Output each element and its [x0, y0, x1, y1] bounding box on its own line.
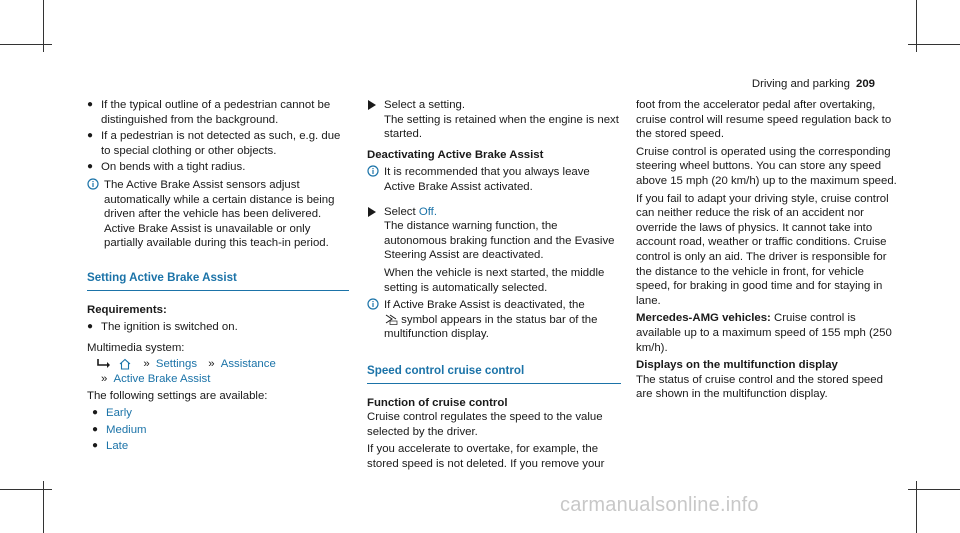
- option-medium[interactable]: ● Medium: [92, 423, 147, 436]
- chevron-right-icon: »: [143, 358, 150, 371]
- crop-mark: [0, 44, 52, 45]
- section-heading: Setting Active Brake Assist: [87, 271, 349, 291]
- multimedia-label: Multimedia system:: [87, 341, 185, 354]
- column-middle: [367, 98, 621, 474]
- step-arrow-icon: [368, 100, 376, 110]
- paragraph: If you fail to adapt your driving style, cruise control can neither reduce the risk of an accident nor override the laws of physics. It cannot take into account road, weather or traffic conditions. Cruise control is only an aid. The driver is responsible for the distance to the vehicle in front, for vehicle speed, for braking in good time and for staying in lane.: [636, 192, 889, 307]
- menu-item-assistance[interactable]: Assistance: [220, 358, 276, 371]
- function-text: Cruise control regulates the speed to the value selected by the driver.: [367, 411, 603, 438]
- menu-path: [87, 357, 349, 372]
- step-select-setting: Select a setting. The setting is retained when the engine is next started.: [367, 98, 621, 142]
- section-heading: Speed control cruise control: [367, 364, 621, 384]
- option-early[interactable]: ● Early: [92, 407, 132, 420]
- menu-path-continued: [87, 372, 349, 387]
- settings-intro: The following settings are available:: [87, 389, 268, 402]
- displays-text: The status of cruise control and the stored speed are shown in the multifunction display.: [636, 373, 883, 401]
- crop-mark: [916, 0, 917, 52]
- deactivating-heading: Deactivating Active Brake Assist: [367, 148, 544, 161]
- info-note: The Active Brake Assist sensors adjust automatically while a certain distance is being driven after the vehicle has been delivered. Active Brake Assist is unavailable or only partially available during this teach-in period.: [87, 178, 349, 251]
- return-arrow-icon: [97, 359, 111, 369]
- chevron-right-icon: »: [208, 358, 215, 371]
- section-title: Driving and parking: [751, 78, 850, 90]
- option-late[interactable]: ● Late: [92, 440, 129, 453]
- requirements-label: Requirements:: [87, 303, 167, 316]
- column-right: [636, 98, 898, 405]
- amg-paragraph: Mercedes-AMG vehicles: Cruise control is available up to a maximum speed of 155 mph (250 km/h).: [636, 312, 892, 354]
- function-text-2: If you accelerate to overtake, for example, the stored speed is not deleted. If you remove your: [367, 443, 605, 470]
- info-icon: [367, 165, 379, 177]
- column-left: [87, 98, 349, 456]
- page-number: 209: [855, 78, 875, 90]
- paragraph: foot from the accelerator pedal after overtaking, cruise control will resume speed regulation back to the stored speed.: [636, 99, 892, 141]
- menu-item-settings[interactable]: Settings: [155, 358, 198, 371]
- chevron-right-icon: »: [101, 372, 108, 385]
- list-item: ● If the typical outline of a pedestrian cannot be distinguished from the background.: [87, 99, 331, 126]
- step-arrow-icon: [368, 207, 376, 217]
- menu-item-active-brake-assist[interactable]: Active Brake Assist: [113, 372, 211, 385]
- displays-heading: Displays on the multifunction display: [636, 359, 838, 372]
- crop-mark: [0, 489, 52, 490]
- info-icon: [87, 178, 99, 190]
- info-icon: [367, 298, 379, 310]
- list-item: ● The ignition is switched on.: [87, 321, 238, 334]
- function-heading: Function of cruise control: [367, 396, 508, 409]
- home-icon: [118, 358, 132, 370]
- info-note: It is recommended that you always leave Active Brake Assist activated.: [367, 165, 621, 194]
- brake-assist-off-icon: [384, 313, 398, 325]
- list-item: ● If a pedestrian is not detected as such, e.g. due to special clothing or other objects.: [87, 130, 341, 157]
- list-item: ● On bends with a tight radius.: [87, 161, 246, 174]
- crop-mark: [43, 0, 44, 52]
- crop-mark: [43, 481, 44, 533]
- page-header: [752, 77, 875, 92]
- watermark: carmanualsonline.info: [560, 494, 759, 516]
- info-note: If Active Brake Assist is deactivated, the symbol appears in the status bar of the multifunction display.: [367, 298, 621, 342]
- crop-mark: [916, 481, 917, 533]
- step-select-off: Select Off. The distance warning function, the autonomous braking function and the Evasive Steering Assist are deactivated. When the vehicle is next started, the middle setting is automatically selected.: [367, 205, 621, 296]
- option-off[interactable]: Off.: [418, 205, 437, 218]
- paragraph: Cruise control is operated using the corresponding steering wheel buttons. You can store any speed above 15 mph (20 km/h) up to the maximum speed.: [636, 145, 897, 187]
